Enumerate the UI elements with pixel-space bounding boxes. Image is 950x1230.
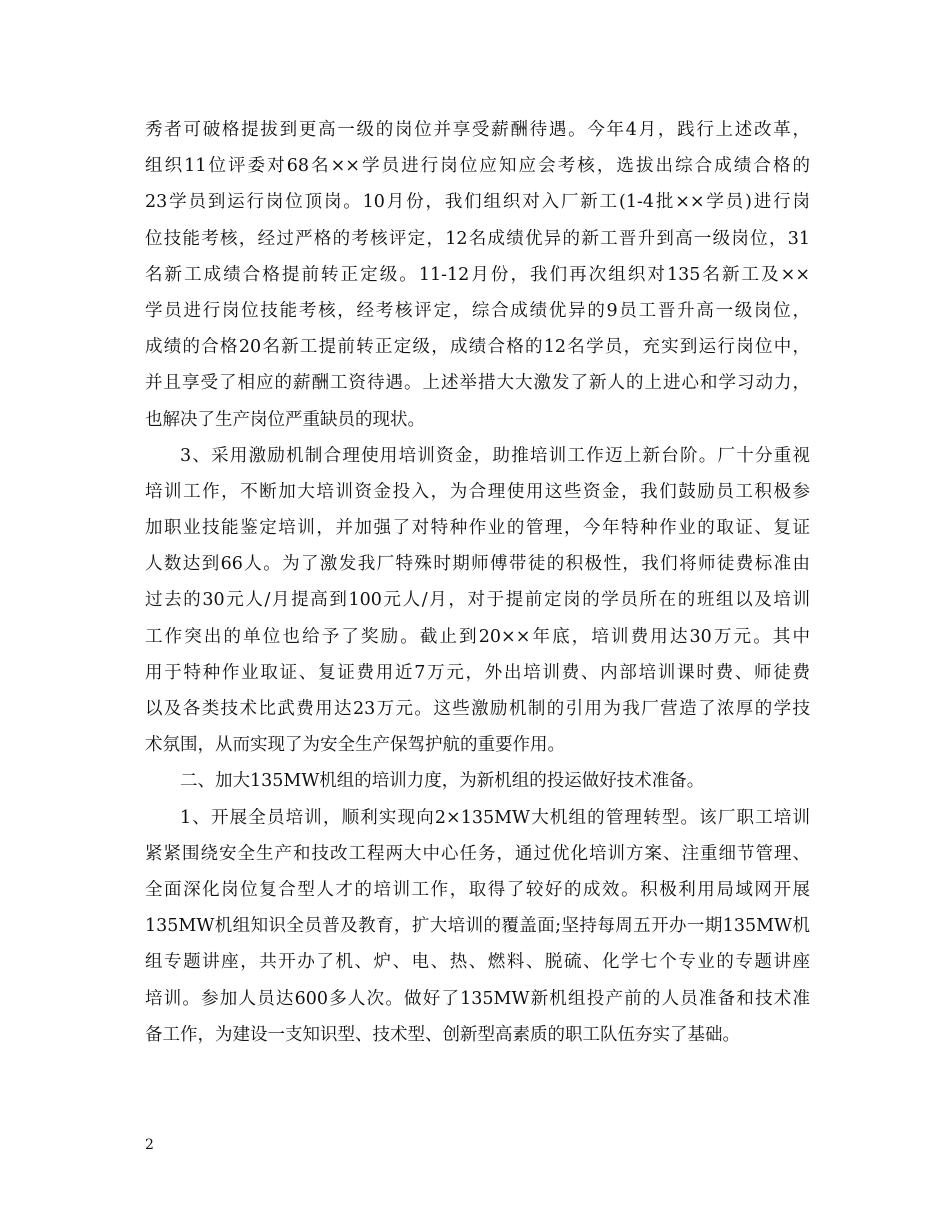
text-line: 培训。参加人员达600多人次。做好了135MW新机组投产前的人员准备和技术准 [145, 988, 810, 1009]
text-line: 以及各类技术比武费用达23万元。这些激励机制的引用为我厂营造了浓厚的学技 [145, 699, 810, 719]
text-line: 并且享受了相应的薪酬工资待遇。上述举措大大激发了新人的上进心和学习动力， [145, 373, 810, 394]
text-line: 名新工成绩合格提前转正定级。11-12月份，我们再次组织对135名新工及×× [145, 264, 810, 285]
text-line: 术氛围，从而实现了为安全生产保驾护航的重要作用。 [145, 735, 565, 756]
section-heading: 二、加大135MW机组的培训力度，为新机组的投运做好技术准备。 [180, 771, 705, 792]
paragraph-first-line: 3、采用激励机制合理使用培训资金，助推培训工作迈上新台阶。厂十分重视 [180, 445, 810, 466]
body-text [145, 112, 810, 1053]
text-line: 加职业技能鉴定培训，并加强了对特种作业的管理，今年特种作业的取证、复证 [145, 518, 810, 539]
text-line: 工作突出的单位也给予了奖励。截止到20××年底，培训费用达30万元。其中 [145, 626, 810, 647]
text-line: 备工作，为建设一支知识型、技术型、创新型高素质的职工队伍夯实了基础。 [145, 1024, 740, 1045]
text-line: 也解决了生产岗位严重缺员的现状。 [145, 409, 425, 430]
text-line: 组专题讲座，共开办了机、炉、电、热、燃料、脱硫、化学七个专业的专题讲座 [145, 952, 810, 973]
text-line: 人数达到66人。为了激发我厂特殊时期师傅带徒的积极性，我们将师徒费标准由 [145, 554, 810, 575]
text-line: 过去的30元人/月提高到100元人/月，对于提前定岗的学员所在的班组以及培训 [145, 590, 810, 611]
text-line: 组织11位评委对68名××学员进行岗位应知应会考核，选拔出综合成绩合格的 [145, 156, 810, 177]
text-line: 学员进行岗位技能考核，经考核评定，综合成绩优异的9员工晋升高一级岗位， [145, 300, 810, 321]
paragraph-first-line: 1、开展全员培训，顺利实现向2×135MW大机组的管理转型。该厂职工培训 [180, 807, 810, 828]
text-line: 135MW机组知识全员普及教育，扩大培训的覆盖面;坚持每周五开办一期135MW机 [145, 916, 810, 937]
text-line: 23学员到运行岗位顶岗。10月份，我们组织对入厂新工(1-4批××学员)进行岗 [145, 192, 810, 213]
text-line: 成绩的合格20名新工提前转正定级，成绩合格的12名学员，充实到运行岗位中， [145, 337, 810, 358]
text-line: 全面深化岗位复合型人才的培训工作，取得了较好的成效。积极利用局域网开展 [145, 879, 810, 900]
text-line: 培训工作，不断加大培训资金投入，为合理使用这些资金，我们鼓励员工积极参 [145, 481, 810, 502]
text-line: 秀者可破格提拔到更高一级的岗位并享受薪酬待遇。今年4月，践行上述改革， [145, 120, 810, 140]
text-line: 紧紧围绕安全生产和技改工程两大中心任务，通过优化培训方案、注重细节管理、 [145, 843, 810, 864]
text-line: 用于特种作业取证、复证费用近7万元，外出培训费、内部培训课时费、师徒费 [145, 662, 810, 683]
page-number: 2 [145, 1137, 154, 1153]
text-line: 位技能考核，经过严格的考核评定，12名成绩优异的新工晋升到高一级岗位，31 [145, 228, 810, 249]
